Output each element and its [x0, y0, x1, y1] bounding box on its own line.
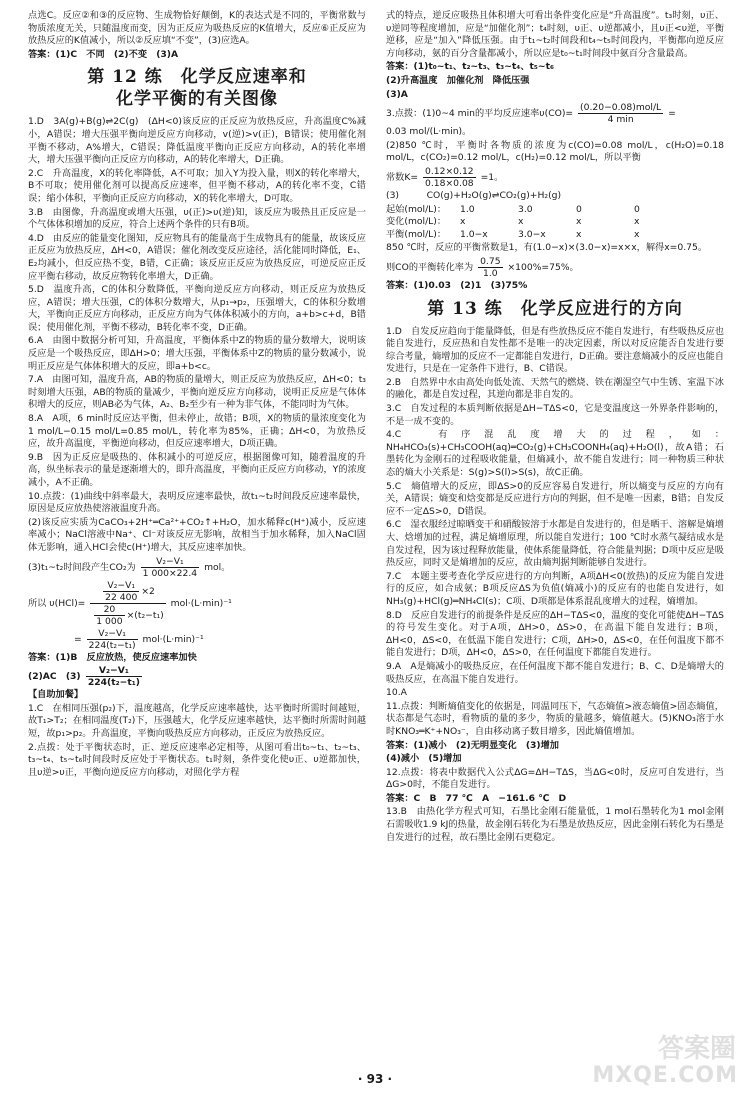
conversion-label: 则CO的平衡转化率为 [386, 261, 474, 273]
item-3-line2: 0.03 mol/(L·min)。 [386, 126, 472, 138]
answer-fraction-numerator: V₂−V₁ [86, 665, 142, 677]
item-3-equation: (3) CO(g)+H₂O(g)⇌CO₂(g)+H₂(g) [386, 189, 562, 201]
s13-item-11: 11.点拨：判断熵值变化的依据是，同温同压下，气态熵值>液态熵值>固态熵值，状态都是气态时，看物质的量的多少，物质的量越多，熵值越大。(5)KNO₃溶于水时KNO₃═K⁺+NO₃⁻，自由移动离子数目增多，因此熵值增加。 [386, 700, 724, 737]
item-6: 6.A 由图中数据分析可知，升高温度，平衡体系中Z的物质的量分数增大，说明该反应是一个吸热反应，即ΔH>0；增大压强，平衡体系中Z的物质的量分数减小，说明正反应是气体体积增大的反应，即a+b<c。 [28, 335, 366, 372]
s13-item-12: 12.点拨：将表中数据代入公式ΔG=ΔH−TΔS，当ΔG<0时，反应可自发进行，当ΔG>0时，不能自发进行。 [386, 766, 724, 791]
item-10-answer-2 [28, 665, 366, 688]
rate-fraction [90, 580, 165, 627]
s13-item-5: 5.C 熵值增大的反应，即ΔS>0的反应容易自发进行，所以熵变与反应的方向有关，A错误；熵变和焓变都是反应进行方向的判据，但不是唯一因素，B错；自发反应不一定ΔS>0，D错误。 [386, 480, 724, 517]
bonus-heading: 【自助加餐】 [28, 689, 84, 701]
section-12-title [28, 66, 366, 110]
rate-inner-fraction [103, 580, 139, 603]
right-column [386, 10, 724, 1058]
answer-page [28, 10, 724, 1058]
site-watermark [592, 1024, 742, 1090]
rate-result-numerator: V₂−V₁ [87, 628, 138, 640]
item-4: 4.D 由反应的能量变化图知，反应物具有的能量高于生成物具有的能量，故该反应正反应为放热反应，ΔH<0，A错误；催化剂改变反应途径，活化能同时降低，E₁、E₂均减小，但反应热不变，B错，C正确；该反应正反应为放热反应，可逆反应正反应平衡右移动，故反应物转化率增大，D正确。 [28, 232, 366, 282]
right-answer-1: 答案：(1)t₀~t₁、t₂~t₃、t₃~t₄、t₅~t₆ [386, 61, 555, 73]
table-cell: 0 [576, 203, 582, 215]
item-3-line6: 850 ℃时，反应的平衡常数是1，有(1.0−x)×(3.0−x)=x×x，解得x=0.75。 [386, 242, 708, 254]
rate-denominator [90, 604, 165, 627]
intro-answer: 答案：(1)C 不同 (2)不变 (3)A [28, 48, 179, 60]
right-answer-3: (3)A [386, 88, 408, 100]
co-rate-denominator: 4 min [607, 114, 634, 126]
table-cell: 平衡(mol/L)： [386, 228, 447, 240]
table-cell: 3.0−x [518, 228, 546, 240]
item-3-conversion [386, 256, 724, 279]
table-cell: 3.0 [518, 203, 533, 215]
item-9: 9.B 因为正反应是吸热的、体积减小的可逆反应，根据图像可知，随着温度的升高，纵坐标表示的量是逐渐增大的，即升高温度，平衡向正反应方向移动，Y的浓度减小，A不正确。 [28, 451, 366, 488]
watermark-bottom-text: MXQE.COM [592, 1063, 738, 1088]
right-answer-2: (2)升高温度 加催化剂 降低压强 [386, 74, 530, 86]
table-cell: x [576, 216, 582, 228]
item-3-constant [386, 166, 724, 189]
item-7: 7.A 由图可知，温度升高，AB的物质的量增大，则正反应为放热反应，ΔH<0；t₃时刻增大压强，AB的物质的量减少，平衡向逆反应方向移动，说明正反应是气体体积增大的反应，则AB必为气体，A₂、B₂至少有一种为非气体，不能同时为气体。 [28, 374, 366, 411]
conversion-result: ×100%=75%。 [507, 261, 579, 273]
answer-fraction-denominator: 224(t₂−t₁) [87, 677, 140, 689]
s13-item-9: 9.A A是熵减小的吸热反应，在任何温度下都不能自发进行；B、C、D是熵增大的吸热反应，在高温下能自发进行。 [386, 660, 724, 685]
constant-numerator: 0.12×0.12 [425, 165, 474, 177]
rate-volume-numerator: 20 [94, 604, 124, 616]
item-1: 1.D 3A(g)+B(g)⇌2C(g) (ΔH<0)该反应的正反应为放热反应，升高温度C%减小，A错误；增大压强平衡向逆反应方向移动，v(逆)>v(正)，B错误；使用催化剂平衡不移动，A%增大，C错误；降低温度平衡向正反应方向移动，A的转化率增大，增大压强平衡向正反应方向移动，A的转化率增大，D正确。 [28, 116, 366, 166]
bonus-item-2: 2.点拨：处于平衡状态时，正、逆反应速率必定相等，从图可看出t₀~t₁、t₂~t₃、t₃~t₄、t₅~t₆时间段时反应处于平衡状态。t₁时刻，条件变化使υ正、υ逆都加快，且υ逆>υ正，平衡向逆反应方向移动，对照化学方程 [28, 741, 366, 778]
co2-amount-denominator: 1 000×22.4 [142, 567, 198, 579]
rate-time-term: ×(t₂−t₁) [126, 609, 164, 621]
bonus-item-1: 1.C 在相同压强(p₂)下，温度越高，化学反应速率越快，达平衡时所需时间越短，故T₁>T₂；在相同温度(T₂)下，压强越大，化学反应速率越快，达平衡时所需时间越短，故p₁>p₂。升高温度，平衡向吸热反应方向移动，正反应为放热反应。 [28, 702, 366, 739]
right-continuation: 式的特点，逆反应吸热且体积增大可看出条件变化应是“升高温度”。t₃时刻，υ正、υ逆同等程度增加，应是“加催化剂”；t₄时刻，υ正、υ逆都减小，且υ正<υ逆，平衡逆移，应是“加入”降低压强。由于t₁~t₂时间段和t₄~t₅时间段内，平衡都向逆反应方向移动，氨的百分含量都减小，所以应是t₀~t₁时间段中氨百分含量最高。 [386, 10, 724, 59]
table-cell: 起始(mol/L)： [386, 203, 447, 215]
rate-result-fraction [87, 628, 138, 651]
s13-item-10: 10.A [386, 687, 407, 699]
s13-item-8: 8.D 反应自发进行的前提条件是反应的ΔH−TΔS<0，温度的变化可能使ΔH−TΔS的符号发生变化。对于A项，ΔH>0，ΔS>0，在高温下能自发进行；B项，ΔH<0，ΔS<0，在低温下能自发进行；C项，ΔH>0，ΔS<0，在任何温度下都不能自发进行；D项，ΔH<0，ΔS>0，在任何温度下都能自发进行。 [386, 609, 724, 659]
section-12-title-line1: 第 12 练 化学反应速率和 [87, 67, 307, 88]
s13-item-7: 7.C 本题主要考查化学反应进行的方向判断，A项ΔH<0(放热)的反应为能自发进行的反应，如合成氨；B项反应ΔS为负值(熵减小)的反应有的也能自发进行，如NH₃(g)+HCl(g)═NH₄Cl(s)；C项、D项都是体系混乱度增大的过程，熵增加。 [386, 570, 724, 607]
rate-volume-denominator: 1 000 [96, 615, 123, 627]
rate-times-two: ×2 [141, 585, 155, 597]
s13-item-4: 4.C 有序混乱度增大的过程，如：NH₄HCO₃(s)+CH₃COOH(aq)═CO₂(g)+CH₃COONH₄(aq)+H₂O(l)，故A错；石墨转化为金刚石的过程吸收能量，但熵减小，故不能自发进行；同一种物质三种状态的熵大小关系是：S(g)>S(l)>S(s)，故C正确。 [386, 429, 724, 479]
table-cell: 1.0−x [460, 228, 488, 240]
item-3-answer: 答案：(1)0.03 (2)1 (3)75% [386, 279, 528, 291]
s13-item-1: 1.D 自发反应趋向于能量降低，但是有些放热反应不能自发进行，有些吸热反应也能自发进行，反应热和自发性都不是唯一的决定因素，所以对反应能否自发进行要综合考量，熵增加的反应不一定都能自发进行，D正确。要注意熵减小的反应也能自发进行，只是在一定条件下进行，B、C错误。 [386, 325, 724, 375]
rate-unit: mol·(L·min)⁻¹ [170, 597, 232, 609]
item-3-line3: (2)850 ℃时，平衡时各物质的浓度为c(CO)=0.08 mol/L，c(H₂O)=0.18 mol/L，c(CO₂)=0.12 mol/L，c(H₂)=0.12 mol/L，所以平衡 [386, 139, 724, 164]
constant-denominator: 0.18×0.08 [425, 177, 474, 189]
left-column [28, 10, 366, 1058]
co2-amount-numerator: V₂−V₁ [141, 556, 199, 568]
s13-item-12-answer: 答案：C B 77 ℃ A −161.6 ℃ D [386, 792, 567, 804]
table-cell: x [634, 216, 640, 228]
item-3-rate-text: 3.点拨：(1)0~4 min的平均反应速率υ(CO)= [386, 108, 574, 120]
rate-equation [28, 580, 366, 627]
constant-result: =1。 [480, 171, 504, 183]
section-13-title: 第 13 练 化学反应进行的方向 [427, 298, 683, 319]
table-cell: 变化(mol/L)： [386, 216, 447, 228]
conversion-numerator: 0.75 [480, 255, 501, 267]
s13-item-13: 13.B 由热化学方程式可知，石墨比金刚石能量低，1 mol石墨转化为1 mol金刚石需吸收1.9 kJ的热量，故金刚石转化为石墨是放热反应，因此金刚石转化为石墨是自发进行的过程，故石墨比金刚石更稳定。 [386, 806, 724, 843]
item-2: 2.C 升高温度，X的转化率降低，A不可取；加入Y为投入量，则X的转化率增大，B不可取；使用催化剂可以提高反应速率，但平衡不移动，A的转化率不变，C错误；缩小体积，平衡向正反应方向移动，X的转化率增大，D可取。 [28, 167, 366, 204]
rate-result-denominator: 224(t₂−t₁) [88, 639, 136, 651]
co-rate-fraction [578, 102, 663, 125]
item-10-part3 [28, 556, 366, 579]
answer-fraction [86, 665, 142, 688]
table-cell: 1.0 [460, 203, 475, 215]
table-cell: 0 [634, 203, 640, 215]
item-3: 3.B 由图像，升高温度或增大压强，υ(正)>υ(逆)知，该反应为吸热且正反应是一个气体体积增加的反应，符合上述两个条件的只有B项。 [28, 206, 366, 231]
constant-label: 常数K= [386, 171, 419, 183]
rate-result-unit: mol·(L·min)⁻¹ [142, 633, 204, 645]
item-10-part3-text: (3)t₁~t₂时间段产生CO₂为 [28, 561, 136, 573]
item-3-rate [386, 102, 724, 125]
rate-inner-numerator: V₂−V₁ [103, 580, 139, 592]
rate-equation-result: = $\frac{\text{V₂−V₁}}{\text{224(t₂−t₁)}}$ mol·(L·min)⁻¹ [74, 627, 204, 651]
item-10-part2: (2)该反应实质为CaCO₃+2H⁺═Ca²⁺+CO₂↑+H₂O，加水稀释c(H⁺)减小，反应速率减小；NaCl溶液中Na⁺、Cl⁻对该反应无影响，故相当于加水稀释，加入NaCl固体无影响，通入HCl会使c(H⁺)增大，其反应速率加快。 [28, 516, 366, 553]
conversion-denominator: 1.0 [483, 267, 498, 279]
table-cell: x [634, 228, 640, 240]
item-10-answer-2-text: (2)AC (3) [28, 671, 81, 683]
table-cell: x [576, 228, 582, 240]
co2-amount-unit: mol。 [204, 561, 231, 573]
co-rate-equals: = [668, 108, 676, 120]
constant-fraction [423, 166, 476, 189]
s13-item-11-answer-1: 答案：(1)减小 (2)无明显变化 (3)增加 [386, 739, 559, 751]
s13-item-11-answer-2: (4)减小 (5)增加 [386, 753, 462, 765]
s13-item-6: 6.C 湿衣服经过晾晒变干和硝酸铵溶于水都是自发进行的，但是晒干、溶解是熵增大、焓增加的过程，满足熵增原理，所以能自发进行；100 ℃时水蒸气凝结成水是自发过程，因为该过程释放能量，使体系能量降低，符合能量判据；D项中反应是吸热反应，同时又是熵增加的反应，故由熵判据判断能够自发进行。 [386, 519, 724, 569]
table-cell: x [518, 216, 524, 228]
conversion-fraction [478, 256, 502, 279]
rate-volume-fraction [94, 604, 124, 627]
co-rate-numerator: (0.20−0.08)mol/L [580, 102, 662, 114]
s13-item-2: 2.B 自然界中水由高处向低处流、天然气的燃烧、铁在潮湿空气中生锈、室温下冰的融化，都是自发过程，其逆向都是非自发的。 [386, 376, 724, 401]
item-10-answer-1: 答案：(1)B 反应放热，使反应速率加快 [28, 651, 197, 663]
item-8: 8.A A项，6 min时反应达平衡，但未停止，故错；B项，X的物质的量浓度变化为1 mol/L−0.15 mol/L=0.85 mol/L，转化率为85%，正确；ΔH<0，为放热反应，故升高温度，平衡逆向移动，但反应速率增大，D项正确。 [28, 413, 366, 450]
rate-equation-label: 所以 υ(HCl)= [28, 597, 86, 609]
page-number: · 93 · [357, 1072, 393, 1086]
section-12-title-line2: 化学平衡的有关图像 [116, 89, 278, 110]
equilibrium-table [386, 204, 724, 242]
table-cell: x [460, 216, 466, 228]
item-10-part1: 10.点拨：(1)曲线中斜率最大，表明反应速率最快，故t₁~t₂时间段反应速率最快，原因是反应放热使溶液温度升高。 [28, 490, 366, 515]
intro-paragraph: 点选C。反应②和③的反应物、生成物恰好颠倒，K的表达式是不同的，平衡常数与物质浓度无关，只随温度而变，因为正反应为吸热反应的K值增大，反应⑥正反应为放热反应的K值减小，所以②反应填“不变”，(3)应选A。 [28, 10, 366, 47]
item-5: 5.D 温度升高，C的体积分数降低，平衡向逆反应方向移动，则正反应为放热反应，A错误；增大压强，C的体积分数增大，从p₁→p₂，压强增大，C的体积分数增大，平衡向正反应方向移动，正反应方向为气体体积减小的方向，a+b>c+d，B错误；使用催化剂，平衡不移动，B转化率不变，D正确。 [28, 284, 366, 333]
rate-numerator [90, 580, 165, 604]
rate-inner-denominator: 22 400 [105, 591, 138, 603]
s13-item-3: 3.C 自发过程的本质判断依据是ΔH−TΔS<0，它是变温度这一外界条件影响的，不是一成不变的。 [386, 403, 724, 427]
watermark-top-text: 答案圈 [657, 1034, 736, 1064]
co2-amount-fraction [141, 556, 199, 579]
